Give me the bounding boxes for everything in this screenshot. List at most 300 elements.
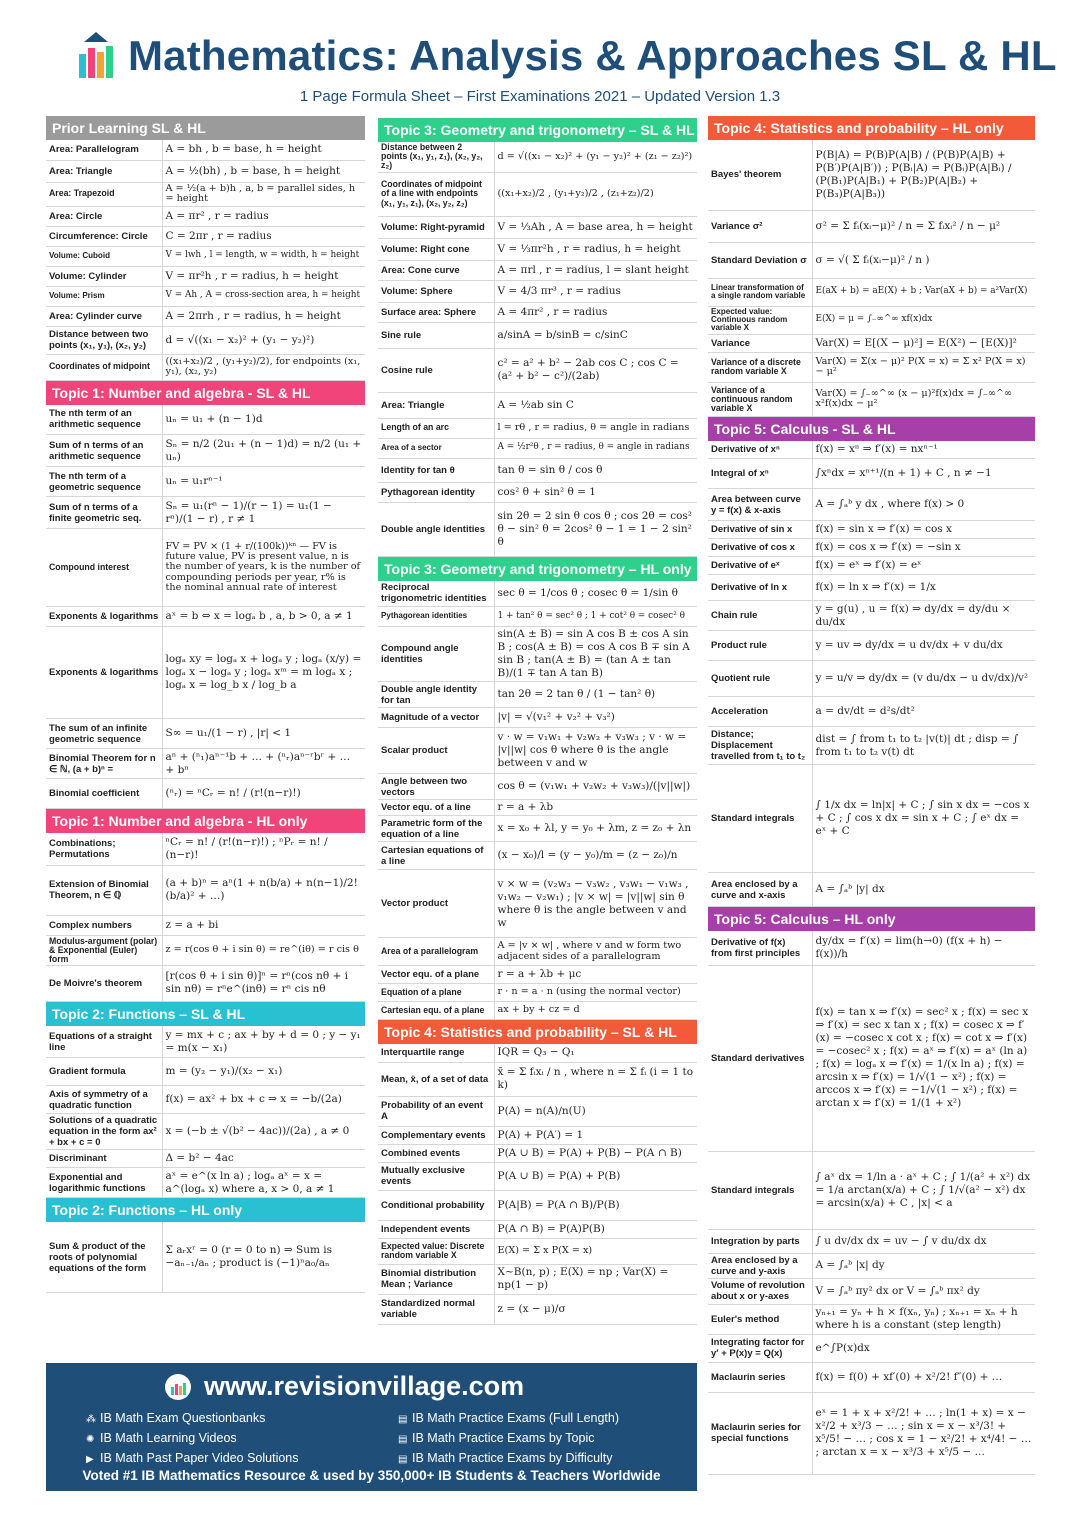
formula-label: Complex numbers <box>46 915 162 935</box>
formula-row <box>378 1238 697 1264</box>
formula-expression: A = 2πrh , r = radius, h = height <box>162 306 365 326</box>
formula-expression: v × w = (v₂w₃ − v₃w₂ , v₃w₁ − v₁w₃ , v₁w₂ − v₂w₁) ; |v × w| = |v||w| sin θ where θ is the angle between v and w <box>494 870 697 938</box>
formula-row <box>708 1304 1035 1334</box>
formula-expression: P(A ∪ B) = P(A) + P(B) − P(A ∩ B) <box>494 1144 697 1162</box>
formula-label: Complementary events <box>378 1126 494 1144</box>
formula-label: Area: Trapezoid <box>46 182 162 206</box>
formula-label: Derivative of eˣ <box>708 557 812 575</box>
formula-expression: z = a + bi <box>162 915 365 935</box>
formula-row <box>378 302 697 322</box>
formula-expression: sin(A ± B) = sin A cos B ± cos A sin B ; cos(A ± B) = cos A cos B ∓ sin A sin B ; tan(A ± B) = (tan A ± tan B)/(1 ∓ tan A tan B) <box>494 627 697 682</box>
formula-label: Area enclosed by a curve and x-axis <box>708 873 812 907</box>
formula-expression: f(x) = ln x ⇒ f′(x) = 1/x <box>812 575 1035 601</box>
formula-expression: P(A ∪ B) = P(A) + P(B) <box>494 1162 697 1190</box>
formula-row <box>708 1278 1035 1304</box>
formula-expression: ax + by + cz = d <box>494 1002 697 1020</box>
formula-expression: A = ∫ₐᵇ y dx , where f(x) > 0 <box>812 489 1035 521</box>
formula-label: Volume of revolution about x or y-axes <box>708 1278 812 1304</box>
formula-table <box>708 441 1035 908</box>
formula-row <box>378 1190 697 1220</box>
formula-expression: x̄ = Σ fᵢxᵢ / n , where n = Σ fᵢ (i = 1 to k) <box>494 1062 697 1096</box>
formula-label: Pythagorean identity <box>378 482 494 502</box>
formula-label: Variance σ² <box>708 210 812 242</box>
formula-expression: P(A) = n(A)/n(U) <box>494 1096 697 1126</box>
formula-label: Expected value: Discrete random variable X <box>378 1238 494 1264</box>
formula-label: Quotient rule <box>708 661 812 697</box>
formula-row <box>708 242 1035 278</box>
formula-row <box>46 1222 365 1292</box>
formula-row <box>46 497 365 529</box>
formula-row <box>378 607 697 627</box>
formula-expression: A = ½r²θ , r = radius, θ = angle in radians <box>494 438 697 458</box>
formula-row <box>46 226 365 246</box>
formula-label: Derivative of xⁿ <box>708 441 812 459</box>
formula-table <box>46 833 365 1002</box>
formula-label: Area: Triangle <box>46 160 162 182</box>
formula-expression: f(x) = ax² + bx + c ⇒ x = −b/(2a) <box>162 1086 365 1114</box>
document-icon: ▤ <box>398 1414 408 1425</box>
formula-label: Area: Triangle <box>378 392 494 418</box>
formula-label: Identity for tan θ <box>378 458 494 482</box>
formula-row <box>378 1264 697 1294</box>
formula-label: Volume: Cuboid <box>46 246 162 266</box>
formula-expression: f(x) = tan x ⇒ f′(x) = sec² x ; f(x) = sec x ⇒ f′(x) = sec x tan x ; f(x) = cosec x ⇒ f′(x) = −cosec x cot x ; f(x) = cot x ⇒ f′(x) = −cosec² x ; f(x) = aˣ ⇒ f′(x) = aˣ (ln a) ; f(x) = logₐ x ⇒ f′(x) = 1/(x ln a) ; f(x) = arcsin x ⇒ f′(x) = 1/√(1 − x²) ; f(x) = arccos x ⇒ f′(x) = −1/√(1 − x²) ; f(x) = arctan x ⇒ f′(x) = 1/(1 + x²) <box>812 965 1035 1151</box>
formula-row <box>46 206 365 226</box>
formula-expression: A = ∫ₐᵇ |y| dx <box>812 873 1035 907</box>
formula-row <box>46 915 365 935</box>
formula-expression: Sₙ = u₁(rⁿ − 1)/(r − 1) = u₁(1 − rⁿ)/(1 − r) , r ≠ 1 <box>162 497 365 529</box>
formula-row <box>46 1058 365 1086</box>
formula-expression: (a + b)ⁿ = aⁿ(1 + n(b/a) + n(n−1)/2! (b/a)² + …) <box>162 865 365 915</box>
formula-row <box>378 322 697 348</box>
formula-row <box>708 521 1035 539</box>
formula-label: Reciprocal trigonometric identities <box>378 581 494 607</box>
formula-label: Maclaurin series <box>708 1362 812 1392</box>
formula-label: Extension of Binomial Theorem, n ∈ ℚ <box>46 865 162 915</box>
formula-expression: yₙ₊₁ = yₙ + h × f(xₙ, yₙ) ; xₙ₊₁ = xₙ + h where h is a constant (step length) <box>812 1304 1035 1334</box>
formula-table <box>46 1222 365 1293</box>
formula-label: Binomial distribution Mean ; Variance <box>378 1264 494 1294</box>
formula-expression: y = u/v ⇒ dy/dx = (v du/dx − u dv/dx)/v² <box>812 661 1035 697</box>
formula-label: Area: Circle <box>46 206 162 226</box>
formula-expression: V = ∫ₐᵇ πy² dx or V = ∫ₐᵇ πx² dy <box>812 1278 1035 1304</box>
formula-label: Volume: Cylinder <box>46 266 162 286</box>
column-2 <box>378 118 697 1325</box>
formula-label: Circumference: Circle <box>46 226 162 246</box>
formula-label: Coordinates of midpoint of a line with endpoints (x₁, y₁, z₁), (x₂, y₂, z₂) <box>378 172 494 216</box>
formula-expression: E(X) = Σ x P(X = x) <box>494 1238 697 1264</box>
formula-label: Area: Cylinder curve <box>46 306 162 326</box>
play-icon: ▶ <box>86 1454 94 1465</box>
section-heading: Topic 5: Calculus – HL only <box>708 907 1035 931</box>
formula-table <box>46 405 365 810</box>
bulb-icon: ✺ <box>86 1434 95 1445</box>
formula-label: Volume: Right-pyramid <box>378 216 494 238</box>
formula-row <box>46 1026 365 1058</box>
formula-table <box>46 1026 365 1199</box>
formula-row <box>378 627 697 682</box>
formula-expression: r = a + λb <box>494 800 697 816</box>
column-3 <box>708 116 1035 1475</box>
formula-table <box>378 1044 697 1325</box>
formula-label: Vector product <box>378 870 494 938</box>
formula-expression: E(X) = μ = ∫₋∞^∞ xf(x)dx <box>812 306 1035 334</box>
formula-label: Discriminant <box>46 1150 162 1168</box>
formula-label: The nth term of a geometric sequence <box>46 467 162 497</box>
formula-label: Variance <box>708 334 812 352</box>
formula-expression: V = ⅓Ah , A = base area, h = height <box>494 216 697 238</box>
formula-row <box>46 1086 365 1114</box>
page-header <box>0 0 1080 115</box>
formula-row <box>708 873 1035 907</box>
website-link[interactable]: www.revisionvillage.com <box>204 1371 525 1401</box>
formula-row <box>46 140 365 160</box>
formula-expression: x = x₀ + λl, y = y₀ + λm, z = z₀ + λn <box>494 816 697 842</box>
formula-row <box>708 727 1035 765</box>
formula-row <box>46 935 365 965</box>
formula-row <box>46 779 365 809</box>
formula-expression: [r(cos θ + i sin θ)]ⁿ = rⁿ(cos nθ + i sin nθ) = rⁿe^(inθ) = rⁿ cis nθ <box>162 965 365 1001</box>
formula-expression: uₙ = u₁rⁿ⁻¹ <box>162 467 365 497</box>
formula-label: Area enclosed by a curve and y-axis <box>708 1253 812 1278</box>
formula-row <box>378 966 697 984</box>
formula-row <box>378 1062 697 1096</box>
formula-expression: f(x) = xⁿ ⇒ f′(x) = nxⁿ⁻¹ <box>812 441 1035 459</box>
formula-label: Chain rule <box>708 601 812 631</box>
formula-row <box>46 719 365 749</box>
formula-section <box>46 1002 365 1199</box>
footer-resource-item[interactable] <box>86 1409 299 1429</box>
formula-label: Standard integrals <box>708 1151 812 1229</box>
footer-resource-item[interactable] <box>86 1449 299 1469</box>
formula-row <box>378 482 697 502</box>
formula-row <box>378 216 697 238</box>
formula-label: Vector equ. of a plane <box>378 966 494 984</box>
formula-expression: y = g(u) , u = f(x) ⇒ dy/dx = dy/du × du/dx <box>812 601 1035 631</box>
formula-expression: m = (y₂ − y₁)/(x₂ − x₁) <box>162 1058 365 1086</box>
formula-expression: |v| = √(v₁² + v₂² + v₃²) <box>494 708 697 728</box>
formula-row <box>708 965 1035 1151</box>
formula-section <box>708 116 1035 417</box>
formula-expression: Var(X) = Σ(x − μ)² P(X = x) = Σ x² P(X = x) − μ² <box>812 352 1035 382</box>
formula-row <box>708 459 1035 489</box>
formula-section <box>46 809 365 1002</box>
formula-expression: y = uv ⇒ dy/dx = u dv/dx + v du/dx <box>812 631 1035 661</box>
formula-label: Standard Deviation σ <box>708 242 812 278</box>
formula-label: Conditional probability <box>378 1190 494 1220</box>
formula-section <box>46 1198 365 1293</box>
formula-expression: Sₙ = n/2 (2u₁ + (n − 1)d) = n/2 (u₁ + uₙ) <box>162 435 365 467</box>
document-icon: ▤ <box>398 1454 408 1465</box>
formula-label: Length of an arc <box>378 418 494 438</box>
formula-label: Compound angle identities <box>378 627 494 682</box>
formula-label: Scalar product <box>378 728 494 774</box>
formula-expression: FV = PV × (1 + r/(100k))ᵏⁿ — FV is future value, PV is present value, n is the number of years, k is the number of compounding periods per year, r% is the nominal annual rate of interest <box>162 529 365 607</box>
formula-label: Probability of an event A <box>378 1096 494 1126</box>
formula-expression: ⁿCᵣ = n! / (r!(n−r)!) ; ⁿPᵣ = n! / (n−r)! <box>162 833 365 865</box>
formula-expression: A = ½(bh) , b = base, h = height <box>162 160 365 182</box>
formula-row <box>708 765 1035 873</box>
formula-row <box>378 870 697 938</box>
section-heading: Topic 2: Functions – SL & HL <box>46 1002 365 1026</box>
formula-row <box>46 965 365 1001</box>
formula-row <box>708 661 1035 697</box>
formula-expression: A = πrl , r = radius, l = slant height <box>494 260 697 280</box>
formula-row <box>46 1168 365 1198</box>
footer-resource-item[interactable] <box>398 1449 619 1469</box>
footer-resource-item[interactable] <box>398 1429 619 1449</box>
formula-row <box>708 697 1035 727</box>
formula-label: Integration by parts <box>708 1229 812 1253</box>
formula-expression: a = dv/dt = d²s/dt² <box>812 697 1035 727</box>
footer-resource-label: IB Math Practice Exams by Topic <box>412 1431 595 1445</box>
formula-section <box>378 1020 697 1325</box>
formula-label: Derivative of sin x <box>708 521 812 539</box>
formula-expression: f(x) = sin x ⇒ f′(x) = cos x <box>812 521 1035 539</box>
formula-row <box>378 938 697 966</box>
section-heading: Topic 1: Number and algebra - HL only <box>46 809 365 833</box>
formula-expression: tan θ = sin θ / cos θ <box>494 458 697 482</box>
formula-row <box>708 1229 1035 1253</box>
formula-expression: r = a + λb + μc <box>494 966 697 984</box>
document-icon: ▤ <box>398 1434 408 1445</box>
formula-expression: σ² = Σ fᵢ(xᵢ−μ)² / n = Σ fᵢxᵢ² / n − μ² <box>812 210 1035 242</box>
formula-row <box>708 210 1035 242</box>
page-title: Mathematics: Analysis & Approaches SL & HL <box>128 32 1057 79</box>
footer-resource-label: IB Math Practice Exams by Difficulty <box>412 1451 613 1465</box>
formula-row <box>46 607 365 627</box>
footer-resource-item[interactable] <box>86 1429 299 1449</box>
formula-expression: z = r(cos θ + i sin θ) = re^(iθ) = r cis θ <box>162 935 365 965</box>
formula-expression: uₙ = u₁ + (n − 1)d <box>162 405 365 435</box>
formula-label: Double angle identities <box>378 502 494 556</box>
promo-footer <box>46 1363 697 1491</box>
formula-label: Parametric form of the equation of a line <box>378 816 494 842</box>
formula-row <box>46 306 365 326</box>
formula-row <box>378 438 697 458</box>
section-heading: Topic 3: Geometry and trigonometry – SL & HL <box>378 118 697 142</box>
formula-expression: V = ⅓πr²h , r = radius, h = height <box>494 238 697 260</box>
formula-expression: sin 2θ = 2 sin θ cos θ ; cos 2θ = cos² θ − sin² θ = 2cos² θ − 1 = 1 − 2 sin² θ <box>494 502 697 556</box>
section-heading: Topic 3: Geometry and trigonometry – HL only <box>378 557 697 581</box>
formula-table <box>708 140 1035 417</box>
formula-expression: tan 2θ = 2 tan θ / (1 − tan² θ) <box>494 682 697 708</box>
formula-expression: ∫ u dv/dx dx = uv − ∫ v du/dx dx <box>812 1229 1035 1253</box>
formula-row <box>46 1114 365 1150</box>
formula-section <box>46 116 365 381</box>
formula-label: Pythagorean identities <box>378 607 494 627</box>
formula-row <box>46 1150 365 1168</box>
formula-row <box>378 581 697 607</box>
formula-row <box>378 392 697 418</box>
formula-row <box>46 326 365 354</box>
formula-label: Linear transformation of a single random variable <box>708 278 812 306</box>
formula-section <box>378 118 697 557</box>
section-heading: Topic 1: Number and algebra - SL & HL <box>46 381 365 405</box>
formula-label: Combined events <box>378 1144 494 1162</box>
formula-label: Modulus-argument (polar) & Exponential (Euler) form <box>46 935 162 965</box>
section-heading: Topic 4: Statistics and probability – HL only <box>708 116 1035 140</box>
formula-expression: P(A ∩ B) = P(A)P(B) <box>494 1220 697 1238</box>
formula-expression: f(x) = cos x ⇒ f′(x) = −sin x <box>812 539 1035 557</box>
formula-label: Derivative of f(x) from first principles <box>708 931 812 965</box>
formula-label: Area of a sector <box>378 438 494 458</box>
formula-expression: a/sinA = b/sinB = c/sinC <box>494 322 697 348</box>
footer-resource-item[interactable] <box>398 1409 619 1429</box>
formula-expression: d = √((x₁ − x₂)² + (y₁ − y₂)²) <box>162 326 365 354</box>
formula-row <box>708 1253 1035 1278</box>
formula-row <box>46 160 365 182</box>
formula-expression: Δ = b² − 4ac <box>162 1150 365 1168</box>
formula-expression: (ⁿᵣ) = ⁿCᵣ = n! / (r!(n−r)!) <box>162 779 365 809</box>
section-heading: Topic 2: Functions – HL only <box>46 1198 365 1222</box>
formula-label: Euler's method <box>708 1304 812 1334</box>
formula-row <box>378 1220 697 1238</box>
formula-table <box>378 142 697 557</box>
formula-label: Cosine rule <box>378 348 494 392</box>
formula-label: Product rule <box>708 631 812 661</box>
formula-label: Standardized normal variable <box>378 1294 494 1324</box>
formula-expression: eˣ = 1 + x + x²/2! + … ; ln(1 + x) = x − x²/2 + x³/3 − … ; sin x = x − x³/3! + x⁵/5! − … ; cos x = 1 − x²/2! + x⁴/4! − … ; arctan x = x − x³/3 + x⁵/5 − … <box>812 1392 1035 1474</box>
formula-section <box>378 557 697 1021</box>
formula-row <box>378 348 697 392</box>
formula-expression: A = bh , b = base, h = height <box>162 140 365 160</box>
formula-label: De Moivre's theorem <box>46 965 162 1001</box>
formula-row <box>46 405 365 435</box>
formula-expression: ∫ 1/x dx = ln|x| + C ; ∫ sin x dx = −cos x + C ; ∫ cos x dx = sin x + C ; ∫ eˣ dx = eˣ + C <box>812 765 1035 873</box>
formula-expression: S∞ = u₁/(1 − r) , |r| < 1 <box>162 719 365 749</box>
formula-label: Bayes' theorem <box>708 140 812 210</box>
formula-expression: dy/dx = f′(x) = lim(h→0) (f(x + h) − f(x))/h <box>812 931 1035 965</box>
formula-row <box>378 1162 697 1190</box>
formula-expression: cos² θ + sin² θ = 1 <box>494 482 697 502</box>
footer-resource-label: IB Math Learning Videos <box>100 1431 237 1445</box>
formula-row <box>708 306 1035 334</box>
formula-row <box>708 1362 1035 1392</box>
footer-resource-label: IB Math Exam Questionbanks <box>100 1411 266 1425</box>
formula-label: Interquartile range <box>378 1044 494 1062</box>
formula-table <box>46 140 365 381</box>
formula-row <box>378 238 697 260</box>
formula-expression: y = mx + c ; ax + by + d = 0 ; y − y₁ = m(x − x₁) <box>162 1026 365 1058</box>
formula-table <box>708 931 1035 1475</box>
formula-expression: logₐ xy = logₐ x + logₐ y ; logₐ (x/y) = logₐ x − logₐ y ; logₐ xᵐ = m logₐ x ; logₐ x = log_b x / log_b a <box>162 627 365 719</box>
formula-label: Exponential and logarithmic functions <box>46 1168 162 1198</box>
formula-expression: ((x₁+x₂)/2 , (y₁+y₂)/2), for endpoints (x₁, y₁), (x₂, y₂) <box>162 354 365 380</box>
section-heading: Topic 5: Calculus - SL & HL <box>708 417 1035 441</box>
formula-label: Distance; Displacement travelled from t₁ to t₂ <box>708 727 812 765</box>
formula-row <box>378 280 697 302</box>
formula-row <box>378 682 697 708</box>
formula-expression: A = |v × w| , where v and w form two adjacent sides of a parallelogram <box>494 938 697 966</box>
formula-expression: V = πr²h , r = radius, h = height <box>162 266 365 286</box>
formula-label: Area of a parallelogram <box>378 938 494 966</box>
formula-label: Exponents & logarithms <box>46 627 162 719</box>
formula-label: Expected value: Continuous random variable X <box>708 306 812 334</box>
footer-resource-label: IB Math Practice Exams (Full Length) <box>412 1411 620 1425</box>
formula-row <box>378 1294 697 1324</box>
formula-row <box>46 627 365 719</box>
formula-expression: c² = a² + b² − 2ab cos C ; cos C = (a² + b² − c²)/(2ab) <box>494 348 697 392</box>
formula-expression: A = ∫ₐᵇ |x| dy <box>812 1253 1035 1278</box>
formula-row <box>708 1334 1035 1362</box>
formula-expression: ((x₁+x₂)/2 , (y₁+y₂)/2 , (z₁+z₂)/2) <box>494 172 697 216</box>
formula-row <box>46 354 365 380</box>
formula-expression: z = (x − μ)/σ <box>494 1294 697 1324</box>
formula-expression: V = Ah , A = cross-section area, h = height <box>162 286 365 306</box>
formula-expression: C = 2πr , r = radius <box>162 226 365 246</box>
formula-row <box>708 441 1035 459</box>
formula-label: Magnitude of a vector <box>378 708 494 728</box>
formula-label: Distance between two points (x₁, y₁), (x₂, y₂) <box>46 326 162 354</box>
formula-expression: (x − x₀)/l = (y − y₀)/m = (z − z₀)/n <box>494 842 697 870</box>
formula-expression: l = rθ , r = radius, θ = angle in radians <box>494 418 697 438</box>
formula-label: Standard integrals <box>708 765 812 873</box>
formula-label: The nth term of an arithmetic sequence <box>46 405 162 435</box>
formula-label: Binomial coefficient <box>46 779 162 809</box>
formula-row <box>708 931 1035 965</box>
formula-row <box>708 557 1035 575</box>
formula-expression: e^∫P(x)dx <box>812 1334 1035 1362</box>
formula-expression: V = 4/3 πr³ , r = radius <box>494 280 697 302</box>
formula-label: Sum of n terms of a finite geometric seq. <box>46 497 162 529</box>
formula-label: Vector equ. of a line <box>378 800 494 816</box>
formula-label: Variance of a continuous random variable X <box>708 382 812 416</box>
formula-label: Acceleration <box>708 697 812 727</box>
formula-row <box>378 1126 697 1144</box>
page-subtitle: 1 Page Formula Sheet – First Examinations 2021 – Updated Version 1.3 <box>299 88 781 105</box>
formula-row <box>378 142 697 172</box>
formula-expression: dist = ∫ from t₁ to t₂ |v(t)| dt ; disp = ∫ from t₁ to t₂ v(t) dt <box>812 727 1035 765</box>
formula-label: Compound interest <box>46 529 162 607</box>
formula-row <box>378 728 697 774</box>
formula-row <box>708 352 1035 382</box>
formula-expression: σ = √( Σ fᵢ(xᵢ−μ)² / n ) <box>812 242 1035 278</box>
formula-label: Cartesian equations of a line <box>378 842 494 870</box>
formula-expression: sec θ = 1/cos θ ; cosec θ = 1/sin θ <box>494 581 697 607</box>
formula-row <box>46 266 365 286</box>
formula-label: Equations of a straight line <box>46 1026 162 1058</box>
formula-section <box>46 381 365 810</box>
formula-label: Cartesian equ. of a plane <box>378 1002 494 1020</box>
formula-expression: A = πr² , r = radius <box>162 206 365 226</box>
footer-resource-label: IB Math Past Paper Video Solutions <box>100 1451 299 1465</box>
formula-label: Integrating factor for y′ + P(x)y = Q(x) <box>708 1334 812 1362</box>
section-heading: Topic 4: Statistics and probability – SL & HL <box>378 1020 697 1044</box>
formula-expression: X~B(n, p) ; E(X) = np ; Var(X) = np(1 − p) <box>494 1264 697 1294</box>
formula-row <box>708 1392 1035 1474</box>
formula-row <box>46 749 365 779</box>
formula-expression: aˣ = e^(x ln a) ; logₐ aˣ = x = a^(logₐ x) where a, x > 0, a ≠ 1 <box>162 1168 365 1198</box>
formula-row <box>378 1002 697 1020</box>
formula-row <box>378 172 697 216</box>
formula-label: Mean, x̄, of a set of data <box>378 1062 494 1096</box>
formula-label: Coordinates of midpoint <box>46 354 162 380</box>
formula-label: Volume: Sphere <box>378 280 494 302</box>
formula-label: Area: Cone curve <box>378 260 494 280</box>
formula-expression: r · n = a · n (using the normal vector) <box>494 984 697 1002</box>
bar-chart-logo-icon <box>77 30 115 78</box>
formula-label: Area: Parallelogram <box>46 140 162 160</box>
formula-expression: P(B|A) = P(B)P(A|B) / (P(B)P(A|B) + P(B′)P(A|B′)) ; P(Bᵢ|A) = P(Bᵢ)P(A|Bᵢ) / (P(B₁)P(A|B₁) + P(B₂)P(A|B₂) + P(B₃)P(A|B₃)) <box>812 140 1035 210</box>
formula-row <box>708 1151 1035 1229</box>
footer-resource-list-right <box>398 1409 619 1469</box>
formula-expression: A = 4πr² , r = radius <box>494 302 697 322</box>
formula-label: Derivative of ln x <box>708 575 812 601</box>
formula-expression: A = ½ab sin C <box>494 392 697 418</box>
formula-row <box>46 435 365 467</box>
formula-row <box>708 575 1035 601</box>
